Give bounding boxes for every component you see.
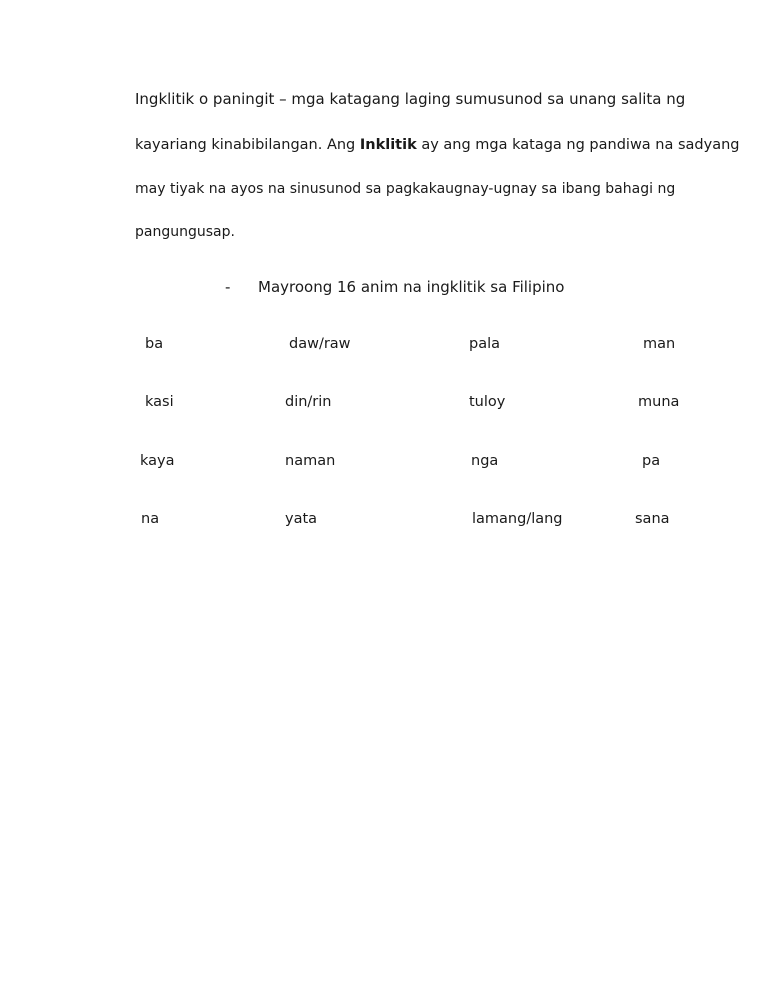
table-cell: pa [642, 453, 661, 469]
table-cell: tuloy [469, 394, 506, 410]
table-cell: man [643, 336, 676, 352]
paragraph-line-2-end: ay ang mga kataga ng pandiwa na sadyang [416, 137, 740, 153]
table-cell: kasi [145, 394, 174, 410]
table-cell: yata [285, 511, 318, 527]
table-cell: lamang/lang [472, 511, 563, 527]
bullet-text: Mayroong 16 anim na ingklitik sa Filipino [258, 278, 565, 296]
table-cell: kaya [140, 453, 175, 469]
table-cell: nga [471, 453, 499, 469]
bullet-dash: - [225, 278, 231, 296]
paragraph-line-3: may tiyak na ayos na sinusunod sa pagkakaugnay-ugnay sa ibang bahagi ng [135, 181, 676, 197]
inklitik-term: Inklitik [359, 137, 417, 153]
paragraph-line-2 [135, 135, 740, 155]
table-cell: muna [638, 394, 680, 410]
table-cell: na [141, 511, 160, 527]
table-cell: ba [145, 336, 164, 352]
table-cell: sana [635, 511, 670, 527]
paragraph-line-2-start: kayariang kinabibilangan. Ang [135, 137, 360, 153]
table-cell: din/rin [285, 394, 332, 410]
table-cell: daw/raw [289, 336, 351, 352]
paragraph-line-1: Ingklitik o paningit – mga katagang laging sumusunod sa unang salita ng [135, 90, 686, 108]
table-cell: naman [285, 453, 336, 469]
paragraph-line-4: pangungusap. [135, 224, 235, 240]
table-cell: pala [469, 336, 501, 352]
